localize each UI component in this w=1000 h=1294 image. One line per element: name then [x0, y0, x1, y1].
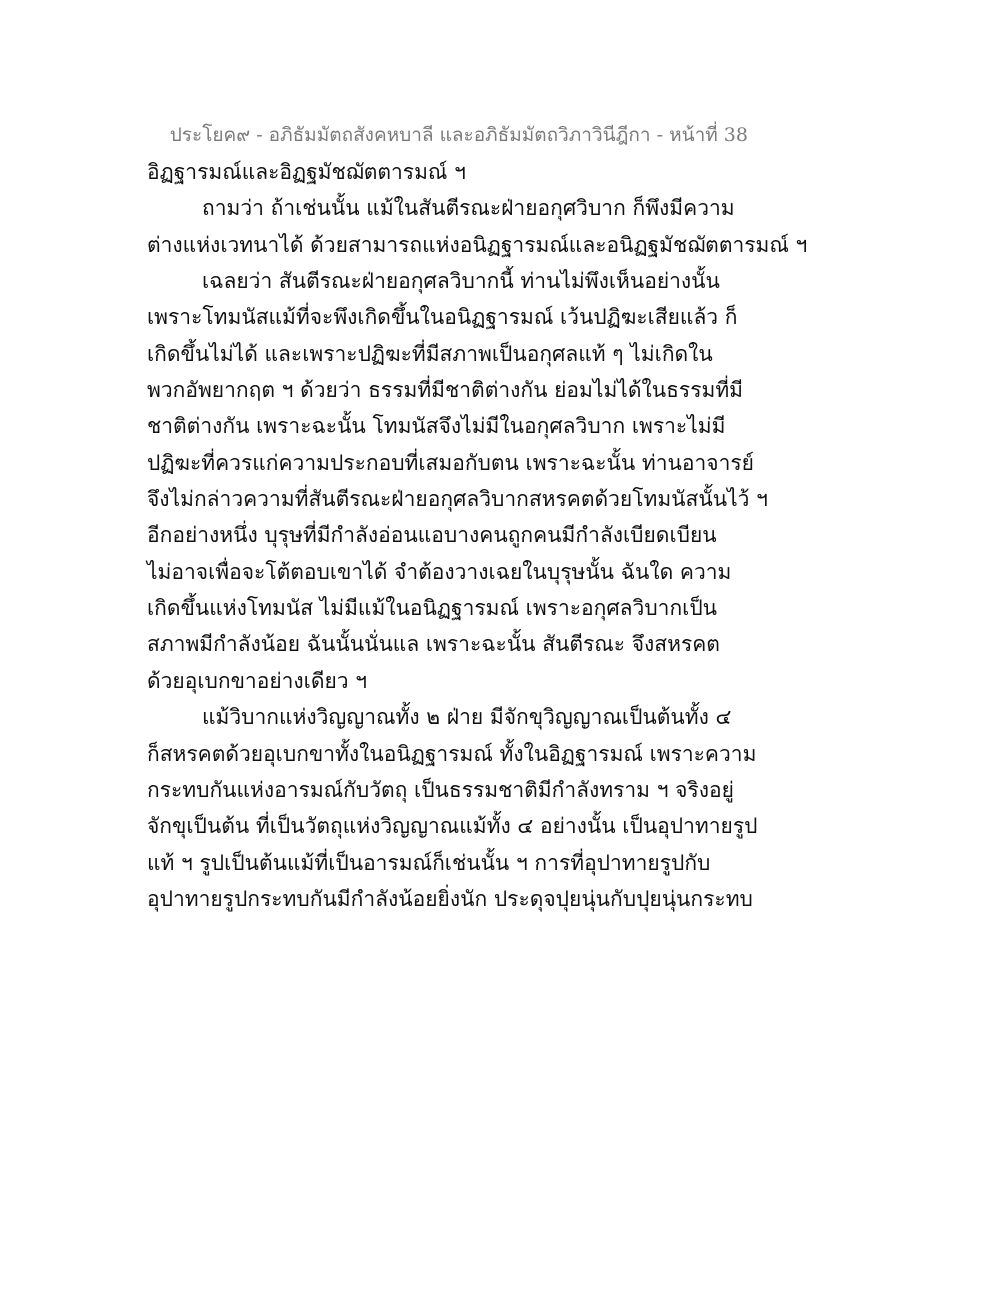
text-line: ก็สหรคตด้วยอุเบกขาทั้งในอนิฏฐารมณ์ ทั้งในอิฏฐารมณ์ เพราะความ — [147, 741, 757, 766]
text-line: จึงไม่กล่าวความที่สันตีรณะฝ่ายอกุศลวิบากสหรคตด้วยโทมนัสนั้นไว้ ฯ — [147, 487, 768, 512]
text-line: อิฏฐารมณ์และอิฏฐมัชฌัตตารมณ์ ฯ — [147, 160, 466, 184]
text-line: แท้ ฯ รูปเป็นต้นแม้ที่เป็นอารมณ์ก็เช่นนั้น ฯ การที่อุปาทายรูปกับ — [147, 850, 711, 875]
text-line: ไม่อาจเพื่อจะโต้ตอบเขาได้ จำต้องวางเฉยในบุรุษนั้น ฉันใด ความ — [147, 559, 732, 584]
text-line: ปฏิฆะที่ควรแก่ความประกอบที่เสมอกับตน เพราะฉะนั้น ท่านอาจารย์ — [147, 450, 754, 475]
text-line: เกิดขึ้นไม่ได้ และเพราะปฏิฆะที่มีสภาพเป็นอกุศลแท้ ๆ ไม่เกิดใน — [147, 341, 713, 366]
text-line: ชาติต่างกัน เพราะฉะนั้น โทมนัสจึงไม่มีในอกุศลวิบาก เพราะไม่มี — [147, 414, 726, 439]
text-line: อุปาทายรูปกระทบกันมีกำลังน้อยยิ่งนัก ประดุจปุยนุ่นกับปุยนุ่นกระทบ — [147, 886, 753, 911]
text-line: พวกอัพยากฤต ฯ ด้วยว่า ธรรมที่มีชาติต่างกัน ย่อมไม่ได้ในธรรมที่มี — [147, 378, 743, 403]
text-line: อีกอย่างหนึ่ง บุรุษที่มีกำลังอ่อนแอบางคนถูกคนมีกำลังเบียดเบียน — [147, 523, 717, 548]
running-header: ประโยค๙ - อภิธัมมัตถสังคหบาลี และอภิธัมมัตถวิภาวินีฎีกา - หน้าที่ 38 — [169, 124, 748, 146]
body-text — [147, 154, 808, 917]
text-line: ต่างแห่งเวทนาได้ ด้วยสามารถแห่งอนิฏฐารมณ์และอนิฏฐมัชฌัตตารมณ์ ฯ — [147, 232, 808, 257]
text-line: แม้วิบากแห่งวิญญาณทั้ง ๒ ฝ่าย มีจักขุวิญญาณเป็นต้นทั้ง ๔ — [202, 705, 732, 730]
text-line: ถามว่า ถ้าเช่นนั้น แม้ในสันตีรณะฝ่ายอกุศวิบาก ก็พึงมีความ — [202, 196, 735, 221]
text-line: เกิดขึ้นแห่งโทมนัส ไม่มีแม้ในอนิฏฐารมณ์ เพราะอกุศลวิบากเป็น — [147, 596, 718, 621]
text-line: เพราะโทมนัสแม้ที่จะพึงเกิดขึ้นในอนิฏฐารมณ์ เว้นปฏิฆะเสียแล้ว ก็ — [147, 305, 738, 330]
text-line: สภาพมีกำลังน้อย ฉันนั้นนั่นแล เพราะฉะนั้น สันตีรณะ จึงสหรคต — [147, 632, 720, 657]
text-line: ด้วยอุเบกขาอย่างเดียว ฯ — [147, 668, 368, 693]
text-line: กระทบกันแห่งอารมณ์กับวัตถุ เป็นธรรมชาติมีกำลังทราม ฯ จริงอยู่ — [147, 777, 734, 802]
text-line: จักขุเป็นต้น ที่เป็นวัตถุแห่งวิญญาณแม้ทั้ง ๔ อย่างนั้น เป็นอุปาทายรูป — [147, 814, 758, 839]
text-line: เฉลยว่า สันตีรณะฝ่ายอกุศลวิบากนี้ ท่านไม่พึงเห็นอย่างนั้น — [202, 269, 720, 294]
